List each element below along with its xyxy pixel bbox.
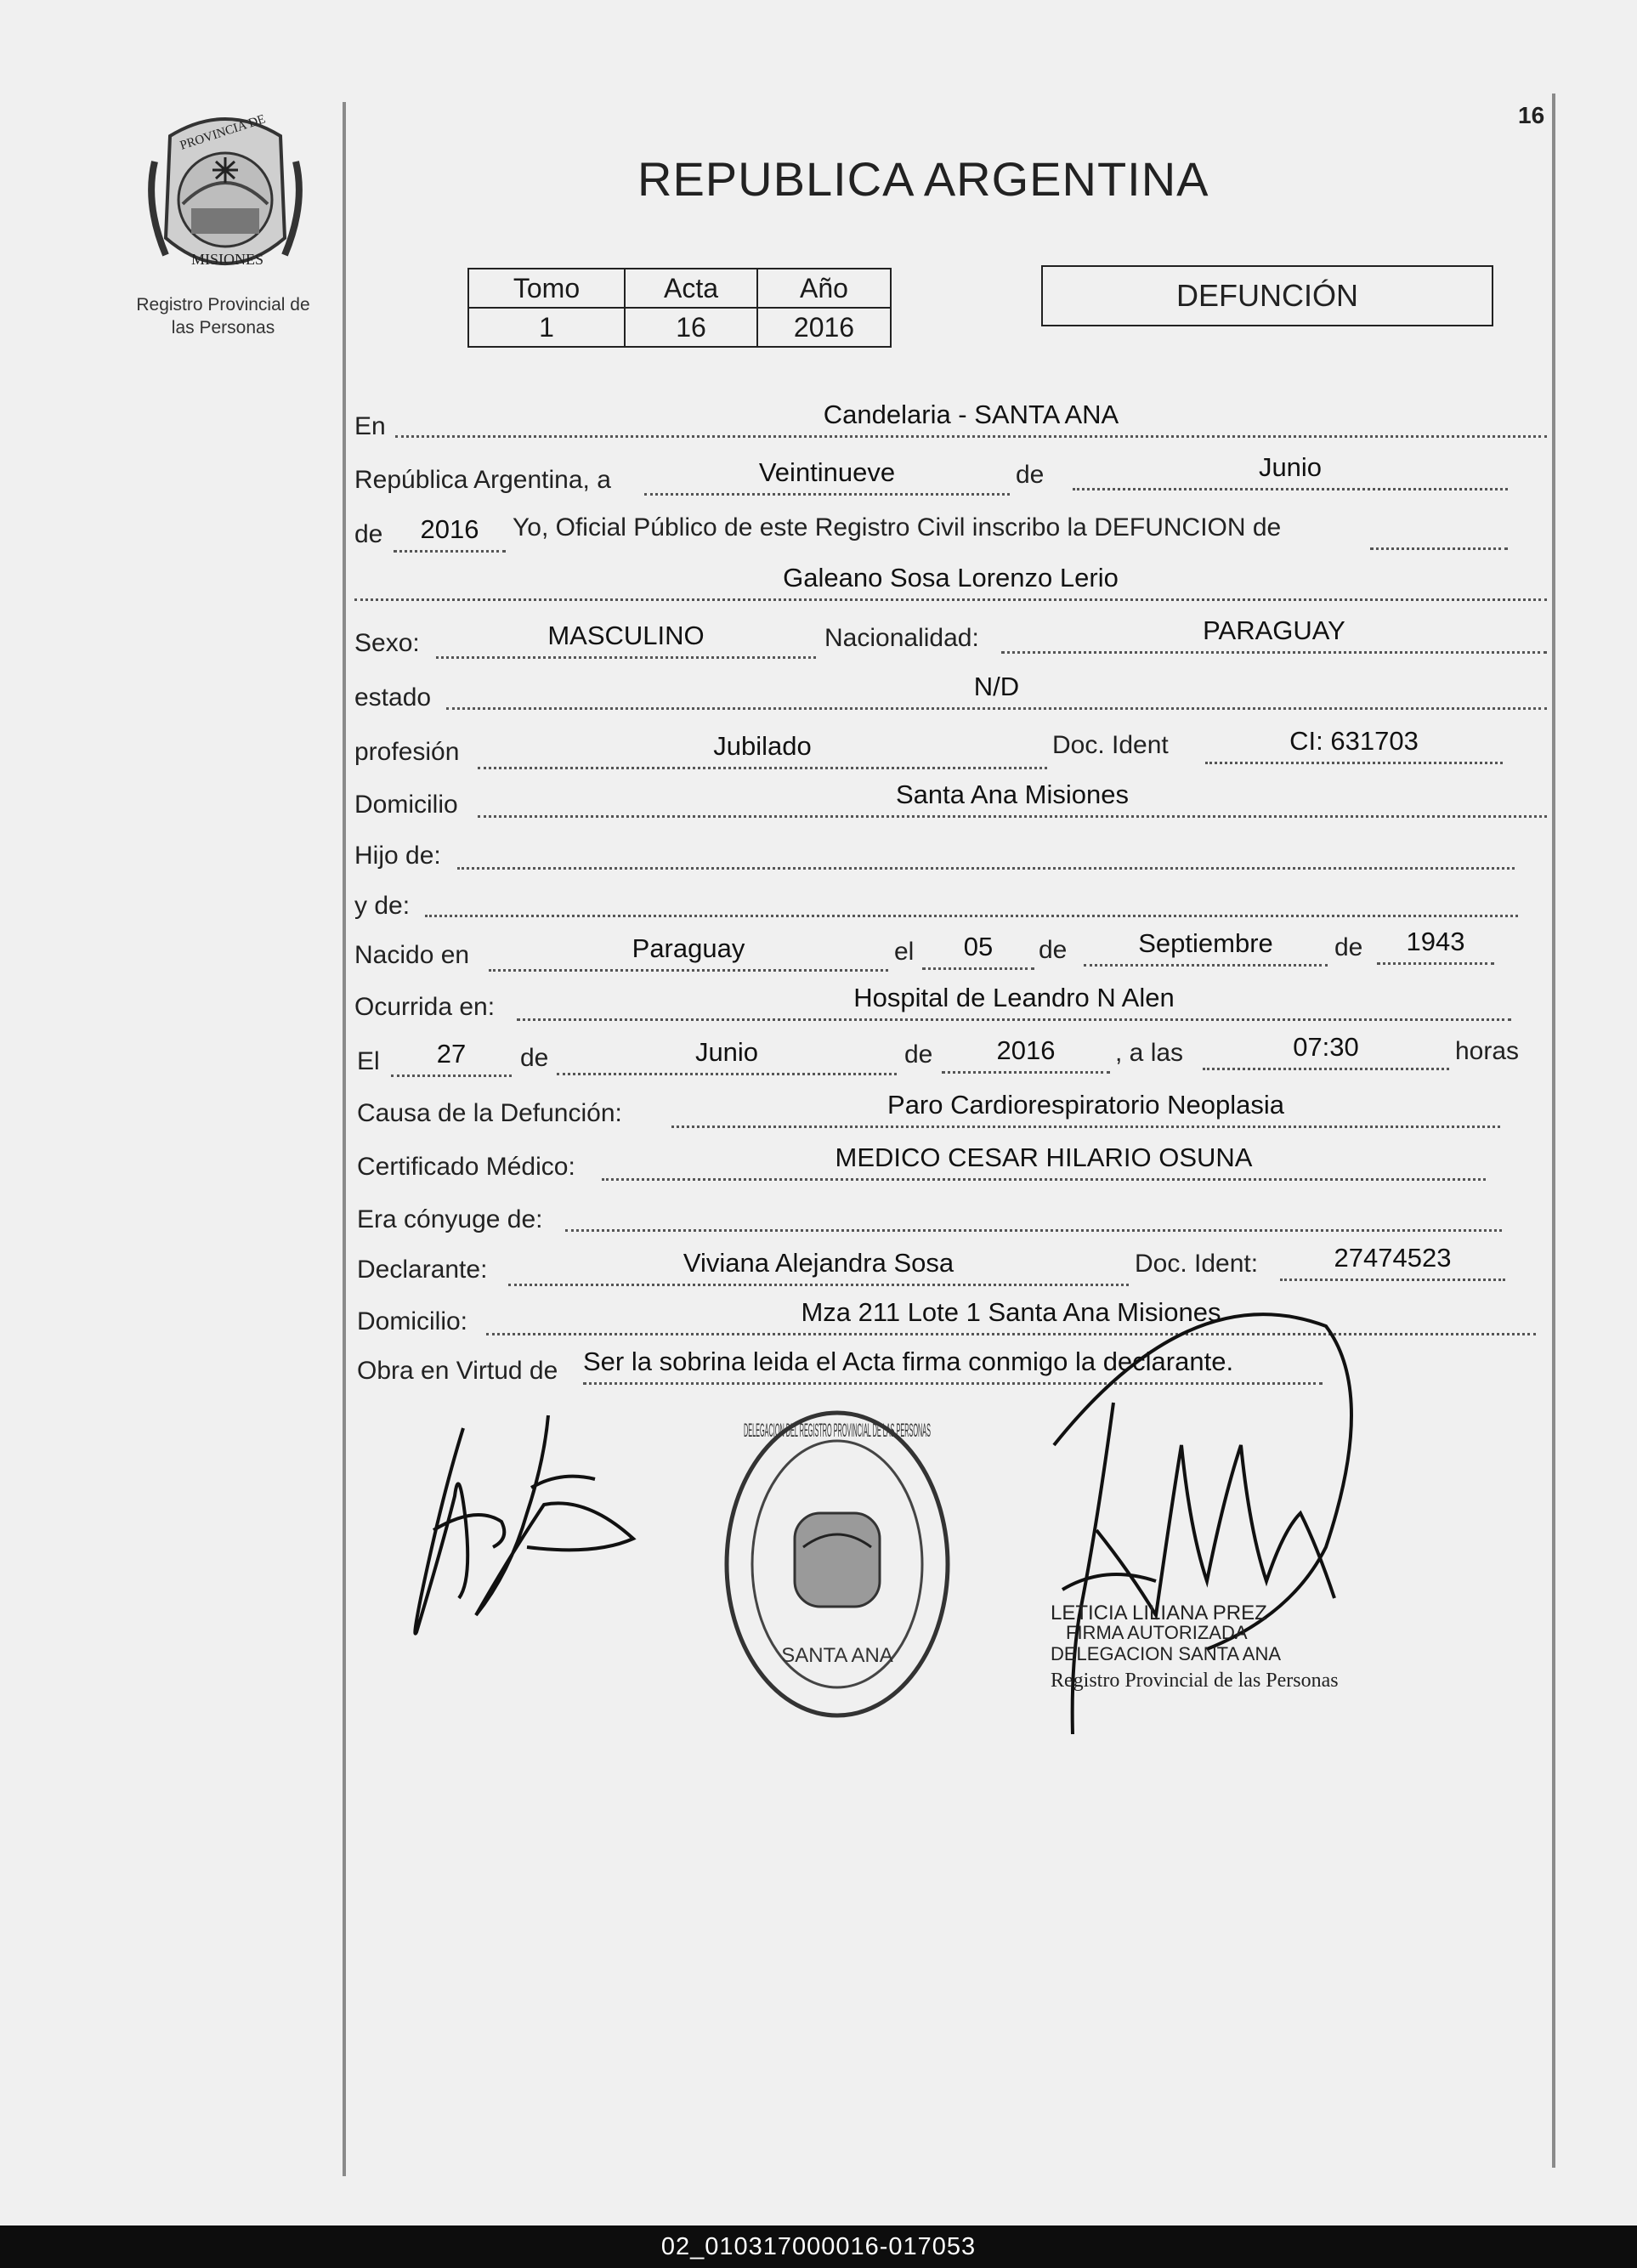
tomo-value: 1	[468, 308, 625, 347]
domicilio2-value: Mza 211 Lote 1 Santa Ana Misiones	[486, 1296, 1536, 1335]
seal-bottom-text: MISIONES	[191, 251, 264, 268]
doc-ident2-value: 27474523	[1280, 1241, 1505, 1281]
profesion-label: profesión	[354, 738, 460, 766]
declarante-signature-icon	[415, 1415, 633, 1634]
nombre-value: Galeano Sosa Lorenzo Lerio	[354, 561, 1547, 601]
sexo-label: Sexo:	[354, 629, 420, 657]
obra-label: Obra en Virtud de	[357, 1357, 558, 1385]
registro-line-1: Registro Provincial de	[136, 295, 310, 315]
footer-code: 02_010317000016-017053	[0, 2225, 1637, 2268]
nac-anio-value: 1943	[1377, 925, 1494, 965]
dia-letras-value: Veintinueve	[644, 456, 1010, 496]
oficial-stamp-line-4: Registro Provincial de las Personas	[1051, 1670, 1339, 1692]
doc-ident-label: Doc. Ident	[1052, 731, 1169, 759]
ocurrida-value: Hospital de Leandro N Alen	[517, 981, 1511, 1021]
declarante-label: Declarante:	[357, 1256, 488, 1284]
nac-mes-value: Septiembre	[1084, 927, 1328, 967]
hijo-label: Hijo de:	[354, 842, 441, 870]
anio-value: 2016	[394, 513, 506, 553]
estado-label: estado	[354, 683, 432, 712]
de-label-2: de	[354, 520, 383, 548]
oficial-stamp-line-2: FIRMA AUTORIZADA	[1066, 1622, 1248, 1643]
nac-dia-value: 05	[922, 930, 1034, 970]
el-label: el	[894, 938, 915, 966]
declarante-value: Viviana Alejandra Sosa	[508, 1246, 1129, 1286]
alas-label: , a las	[1115, 1039, 1184, 1067]
hora-value: 07:30	[1203, 1030, 1449, 1070]
acta-value: 16	[625, 308, 757, 347]
de-label-3: de	[1039, 936, 1068, 964]
de-label-4: de	[1334, 933, 1363, 961]
def-anio-value: 2016	[942, 1034, 1110, 1074]
oficial-stamp-text	[1051, 1602, 1339, 1692]
oficial-stamp-line-3: DELEGACION SANTA ANA	[1051, 1643, 1282, 1664]
profesion-value: Jubilado	[478, 729, 1047, 769]
en-label: En	[354, 412, 386, 440]
nacionalidad-value: PARAGUAY	[1001, 614, 1547, 654]
de-label-5: de	[520, 1044, 549, 1072]
obra-value: Ser la sobrina leida el Acta firma conmigo la declarante.	[583, 1345, 1323, 1385]
domicilio-label: Domicilio	[354, 791, 458, 819]
nacido-lugar-value: Paraguay	[489, 932, 888, 972]
nacionalidad-label: Nacionalidad:	[824, 624, 979, 652]
republica-label: República Argentina, a	[354, 466, 611, 494]
certificado-value: MEDICO CESAR HILARIO OSUNA	[602, 1141, 1486, 1181]
doc-ident-value: CI: 631703	[1205, 724, 1503, 764]
sexo-value: MASCULINO	[436, 619, 816, 659]
causa-value: Paro Cardiorespiratorio Neoplasia	[671, 1088, 1500, 1128]
en-value: Candelaria - SANTA ANA	[395, 398, 1547, 438]
doc-type-box: DEFUNCIÓN	[1041, 265, 1493, 326]
certificado-label: Certificado Médico:	[357, 1153, 575, 1181]
yo-text: Yo, Oficial Público de este Registro Civil inscribo la DEFUNCION de	[513, 513, 1282, 541]
seal-top-text: PROVINCIA DE	[178, 112, 268, 153]
oficial-stamp-line-1: LETICIA LILIANA PREZ	[1051, 1602, 1267, 1624]
conyuge-label: Era cónyuge de:	[357, 1205, 543, 1233]
ocurrida-label: Ocurrida en:	[354, 993, 496, 1021]
horas-label: horas	[1455, 1037, 1520, 1065]
def-dia-value: 27	[391, 1037, 512, 1077]
registro-line-2: las Personas	[171, 318, 275, 337]
acta-header: Acta	[625, 269, 757, 308]
mes-value: Junio	[1073, 451, 1508, 490]
causa-label: Causa de la Defunción:	[357, 1099, 622, 1127]
page-number: 16	[1518, 102, 1545, 128]
tomo-header: Tomo	[468, 269, 625, 308]
de-label-6: de	[904, 1040, 933, 1069]
doc-ident2-label: Doc. Ident:	[1135, 1250, 1259, 1278]
page-title: REPUBLICA ARGENTINA	[637, 152, 1209, 206]
def-mes-value: Junio	[557, 1035, 897, 1075]
yde-label: y de:	[354, 892, 411, 920]
stamp-ring-text: DELEGACION DEL REGISTRO PROVINCIAL DE LAS PERSONAS	[744, 1420, 931, 1441]
anio-value: 2016	[757, 308, 891, 347]
el-date-label: El	[357, 1047, 380, 1075]
de-label-1: de	[1016, 461, 1045, 489]
estado-value: N/D	[446, 670, 1547, 710]
delegacion-stamp-icon	[727, 1413, 948, 1715]
stamp-inner-text: SANTA ANA	[781, 1644, 893, 1667]
anio-header: Año	[757, 269, 891, 308]
nacido-label: Nacido en	[354, 941, 470, 969]
domicilio-value: Santa Ana Misiones	[478, 778, 1547, 818]
domicilio2-label: Domicilio:	[357, 1307, 468, 1335]
